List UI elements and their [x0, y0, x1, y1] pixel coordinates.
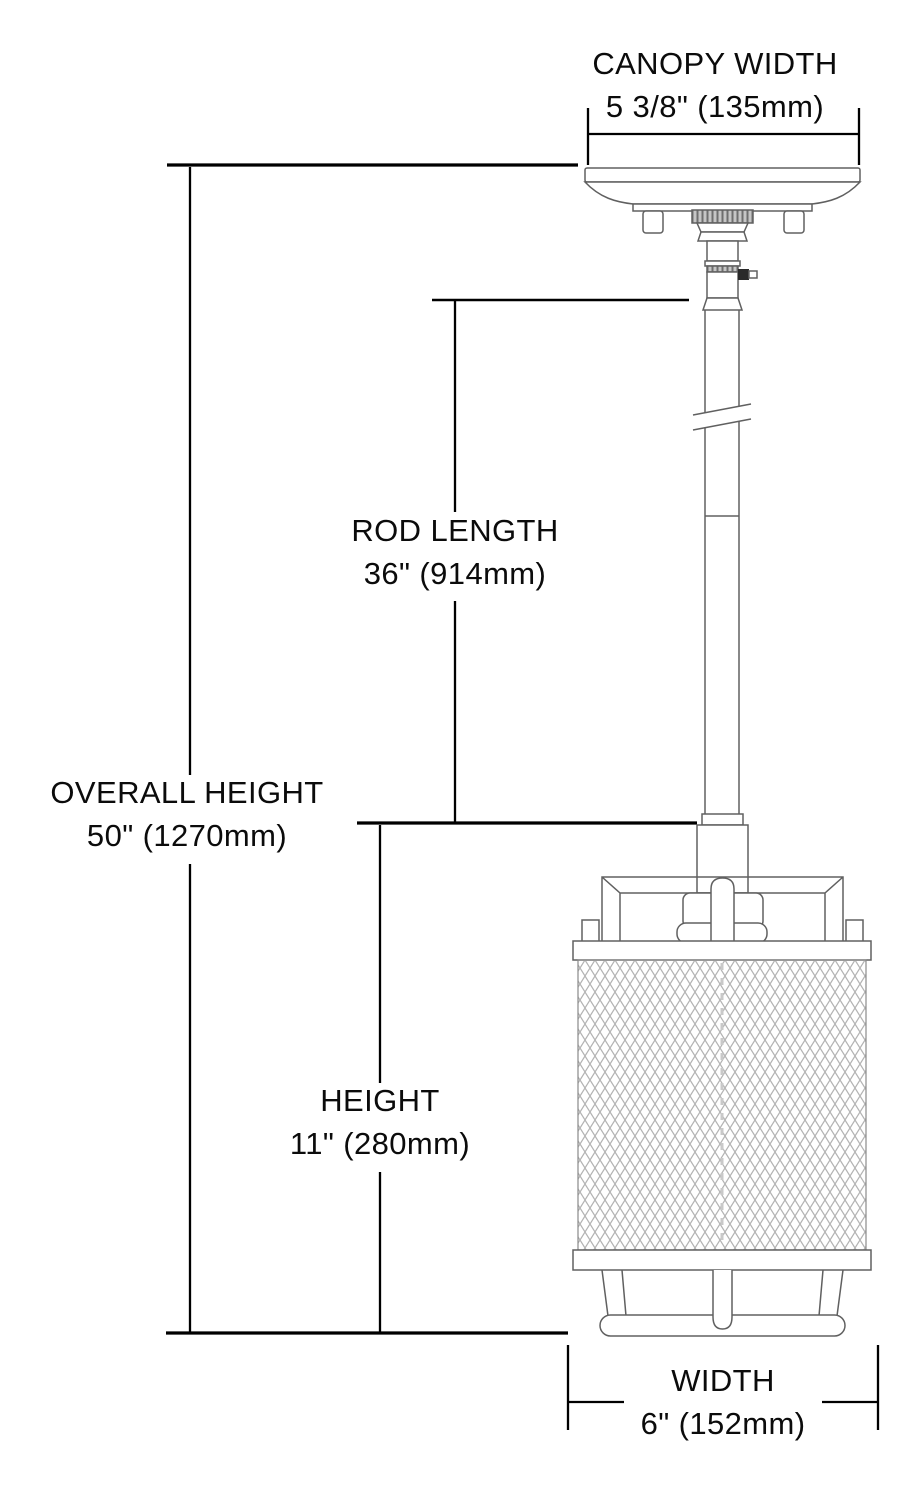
cage-top-drawing: [573, 877, 871, 960]
break-symbol: [693, 404, 751, 430]
dimension-value: 6" (152mm): [640, 1406, 806, 1441]
rod-length-label: [300, 509, 610, 595]
dimension-name: CANOPY WIDTH: [592, 46, 838, 81]
dimension-value: 50" (1270mm): [86, 818, 288, 853]
stem-tube: [707, 241, 738, 261]
canopy-drawing: [585, 168, 860, 310]
mesh-shade-drawing: [578, 960, 866, 1250]
socket-foot: [703, 298, 742, 310]
set-screw: [738, 269, 749, 280]
cage-bottom-drawing: [573, 1250, 871, 1336]
set-screw-knob: [749, 271, 757, 278]
rim-tab-right: [846, 920, 863, 942]
dimension-value: 5 3/8" (135mm): [605, 89, 825, 124]
height-label: [245, 1079, 515, 1165]
knurled-ring: [707, 266, 738, 272]
canopy-plate: [585, 168, 860, 182]
canopy-screw-left: [643, 211, 663, 233]
rod-end-collar: [702, 814, 743, 825]
rim-tab-left: [582, 920, 599, 942]
dimension-value: 11" (280mm): [289, 1126, 471, 1161]
dimension-name: ROD LENGTH: [351, 513, 559, 548]
width-label: [563, 1359, 883, 1445]
canopy-screw-right: [784, 211, 804, 233]
dimension-name: OVERALL HEIGHT: [50, 775, 324, 810]
stem-collar: [698, 232, 747, 241]
canopy-width-label: [505, 42, 909, 128]
downrod-drawing: [693, 310, 751, 893]
dimension-value: 36" (914mm): [363, 556, 547, 591]
bottom-rim-band: [573, 1250, 871, 1270]
dimension-name: WIDTH: [671, 1363, 775, 1398]
bottom-loop: [713, 1270, 732, 1329]
downrod-tube: [705, 310, 739, 814]
knurled-collar: [692, 210, 753, 223]
canopy-skirt: [585, 182, 860, 204]
dimension-name: HEIGHT: [320, 1083, 440, 1118]
top-rim-band: [573, 941, 871, 960]
hanger-loop: [711, 878, 734, 943]
socket-body: [707, 272, 738, 298]
stem-neck: [697, 223, 748, 232]
overall-height-label: [7, 771, 367, 857]
